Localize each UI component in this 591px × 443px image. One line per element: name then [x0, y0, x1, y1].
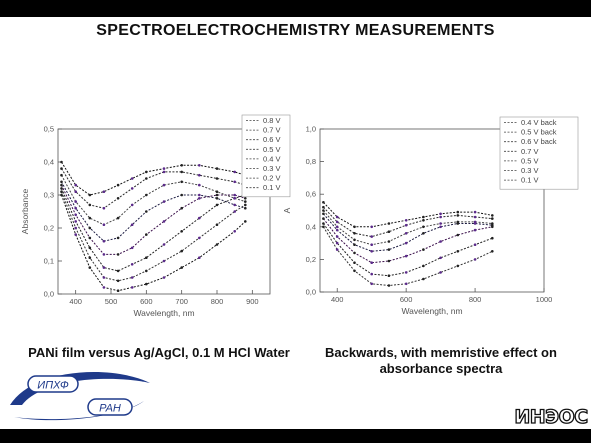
data-point — [233, 210, 236, 213]
data-point — [180, 266, 183, 269]
legend-label: 0.2 V — [263, 173, 281, 183]
x-axis-label: Wavelength, nm — [133, 308, 195, 318]
ipkhf-ran-logo — [4, 365, 154, 425]
legend-label: 0.8 V — [263, 116, 281, 125]
data-point — [180, 181, 183, 184]
legend — [500, 117, 578, 189]
data-point — [216, 194, 219, 197]
y-tick-label: 0,5 — [43, 124, 54, 134]
series-line — [62, 169, 246, 209]
data-point — [370, 273, 373, 276]
data-point — [74, 214, 77, 217]
data-point — [117, 289, 120, 292]
data-point — [198, 237, 201, 240]
data-point — [336, 221, 339, 224]
data-point — [145, 256, 148, 259]
data-point — [60, 190, 63, 193]
legend-label: 0.7 V — [521, 146, 539, 156]
x-tick-label: 600 — [399, 295, 413, 304]
data-point — [60, 167, 63, 170]
legend-label: 0.5 V — [263, 144, 281, 154]
data-point — [117, 217, 120, 220]
legend-label: 0.3 V — [263, 164, 281, 173]
data-point — [131, 247, 134, 250]
chart-absorbance-backward — [282, 108, 582, 340]
top-black-bar — [0, 0, 591, 17]
data-point — [103, 190, 106, 193]
data-point — [244, 204, 247, 207]
legend-label: 0.7 V — [263, 125, 281, 135]
y-axis-label: Absorbance — [20, 188, 30, 235]
data-point — [145, 233, 148, 236]
data-point — [491, 237, 494, 240]
data-point — [89, 217, 92, 220]
data-point — [422, 216, 425, 219]
data-point — [353, 270, 356, 273]
chart-absorbance-forward — [14, 108, 296, 340]
caption-right: Backwards, with memristive effect on absorbance spectra — [325, 345, 557, 376]
y-tick-label: 0,4 — [43, 157, 54, 167]
data-point — [145, 283, 148, 286]
data-point — [405, 283, 408, 286]
data-point — [336, 242, 339, 245]
data-point — [370, 235, 373, 238]
y-tick-label: 0,6 — [305, 189, 316, 199]
data-point — [74, 233, 77, 236]
data-point — [198, 194, 201, 197]
data-point — [353, 252, 356, 255]
data-point — [457, 222, 460, 225]
data-point — [457, 211, 460, 214]
data-point — [103, 286, 106, 289]
data-point — [60, 181, 63, 184]
data-point — [405, 219, 408, 222]
data-point — [198, 174, 201, 177]
data-point — [117, 184, 120, 187]
caption-left: PANi film versus Ag/AgCl, 0.1 M HCl Water — [28, 345, 290, 360]
legend-label: 0.6 V — [263, 135, 281, 145]
data-point — [74, 207, 77, 210]
data-point — [388, 240, 391, 243]
data-point — [370, 283, 373, 286]
data-point — [60, 194, 63, 197]
data-point — [244, 200, 247, 203]
logo-text-top: ИПХФ — [37, 379, 69, 392]
data-point — [74, 184, 77, 187]
data-point — [439, 216, 442, 219]
data-point — [439, 257, 442, 260]
data-point — [180, 194, 183, 197]
data-point — [370, 250, 373, 253]
legend-label: 0.1 V — [263, 183, 281, 193]
x-tick-label: 600 — [140, 297, 153, 306]
data-point — [370, 261, 373, 264]
data-point — [103, 207, 106, 210]
x-tick-label: 800 — [468, 295, 482, 304]
series-line — [323, 202, 492, 227]
x-tick-label: 900 — [246, 297, 259, 306]
data-point — [336, 229, 339, 232]
data-point — [74, 220, 77, 223]
data-point — [216, 197, 219, 200]
data-point — [198, 164, 201, 167]
x-tick-label: 1000 — [535, 295, 553, 304]
y-tick-label: 0,2 — [43, 223, 54, 233]
x-tick-label: 400 — [69, 297, 82, 306]
data-point — [233, 230, 236, 233]
data-point — [117, 280, 120, 283]
data-point — [405, 271, 408, 274]
data-point — [422, 219, 425, 222]
data-point — [233, 194, 236, 197]
data-point — [145, 177, 148, 180]
legend-label: 0.5 V back — [521, 127, 557, 137]
data-point — [474, 258, 477, 261]
data-point — [336, 226, 339, 229]
data-point — [216, 190, 219, 193]
data-point — [103, 240, 106, 243]
data-point — [388, 274, 391, 277]
data-point — [422, 278, 425, 281]
data-point — [405, 255, 408, 258]
data-point — [163, 220, 166, 223]
data-point — [216, 204, 219, 207]
y-tick-label: 0,4 — [305, 222, 316, 232]
data-point — [439, 240, 442, 243]
data-point — [131, 187, 134, 190]
data-point — [180, 207, 183, 210]
data-point — [353, 243, 356, 246]
data-point — [388, 284, 391, 287]
x-axis-label: Wavelength, nm — [401, 306, 463, 316]
data-point — [233, 197, 236, 200]
y-tick-label: 0,8 — [305, 157, 316, 167]
data-point — [439, 226, 442, 229]
data-point — [439, 271, 442, 274]
data-point — [103, 253, 106, 256]
data-point — [244, 220, 247, 223]
data-point — [405, 224, 408, 227]
y-tick-label: 0,0 — [305, 287, 316, 297]
data-point — [198, 217, 201, 220]
data-point — [180, 164, 183, 167]
data-point — [322, 217, 325, 220]
data-point — [131, 177, 134, 180]
data-point — [216, 243, 219, 246]
data-point — [163, 243, 166, 246]
data-point — [388, 222, 391, 225]
data-point — [491, 250, 494, 253]
data-point — [336, 235, 339, 238]
y-tick-label: 0,2 — [305, 254, 316, 264]
data-point — [180, 230, 183, 233]
data-point — [145, 171, 148, 174]
data-point — [163, 184, 166, 187]
data-point — [216, 167, 219, 170]
data-point — [388, 248, 391, 251]
data-point — [89, 204, 92, 207]
legend-label: 0.3 V — [521, 166, 539, 175]
series-line — [62, 195, 246, 291]
x-tick-label: 700 — [175, 297, 188, 306]
data-point — [244, 207, 247, 210]
data-point — [322, 209, 325, 212]
legend-label: 0.4 V back — [521, 118, 557, 127]
legend-label: 0.5 V — [521, 156, 539, 166]
x-tick-label: 500 — [104, 297, 118, 306]
data-point — [422, 265, 425, 268]
data-point — [457, 265, 460, 268]
data-point — [131, 204, 134, 207]
data-point — [117, 237, 120, 240]
data-point — [198, 256, 201, 259]
data-point — [388, 230, 391, 233]
data-point — [322, 226, 325, 229]
data-point — [131, 276, 134, 279]
data-point — [491, 226, 494, 229]
data-point — [370, 243, 373, 246]
logo-ineos-text: ИНЭОС — [514, 406, 588, 428]
data-point — [117, 253, 120, 256]
data-point — [322, 222, 325, 225]
data-point — [163, 276, 166, 279]
data-point — [89, 247, 92, 250]
data-point — [198, 184, 201, 187]
data-point — [89, 227, 92, 230]
data-point — [353, 226, 356, 229]
data-point — [322, 201, 325, 204]
y-tick-label: 1,0 — [305, 124, 316, 134]
data-point — [405, 232, 408, 235]
plot-frame — [58, 129, 270, 294]
data-point — [145, 194, 148, 197]
data-point — [457, 214, 460, 217]
data-point — [103, 276, 106, 279]
data-point — [131, 263, 134, 266]
data-point — [131, 223, 134, 226]
data-point — [74, 227, 77, 230]
data-point — [60, 161, 63, 164]
data-point — [474, 211, 477, 214]
legend-label: 0.6 V back — [521, 137, 557, 147]
bottom-black-bar — [0, 429, 591, 443]
data-point — [353, 261, 356, 264]
y-tick-label: 0,3 — [43, 190, 54, 200]
data-point — [216, 223, 219, 226]
data-point — [474, 216, 477, 219]
x-tick-label: 800 — [210, 297, 224, 306]
data-point — [422, 226, 425, 229]
slide-title: SPECTROELECTROCHEMISTRY MEASUREMENTS — [96, 22, 495, 39]
data-point — [89, 237, 92, 240]
data-point — [336, 216, 339, 219]
data-point — [180, 171, 183, 174]
data-point — [422, 232, 425, 235]
data-point — [89, 266, 92, 269]
x-tick-label: 400 — [330, 295, 344, 304]
data-point — [117, 270, 120, 273]
data-point — [233, 204, 236, 207]
data-point — [474, 243, 477, 246]
data-point — [60, 187, 63, 190]
data-point — [163, 167, 166, 170]
legend-label: 0.4 V — [263, 154, 281, 164]
data-point — [60, 174, 63, 177]
data-point — [439, 213, 442, 216]
data-point — [89, 194, 92, 197]
data-point — [244, 197, 247, 200]
data-point — [388, 260, 391, 263]
legend-label: 0.1 V — [521, 175, 539, 185]
data-point — [457, 250, 460, 253]
y-axis-label: A — [282, 207, 292, 214]
data-point — [405, 242, 408, 245]
data-point — [103, 223, 106, 226]
data-point — [491, 217, 494, 220]
data-point — [322, 213, 325, 216]
data-point — [145, 210, 148, 213]
data-point — [474, 222, 477, 225]
data-point — [163, 260, 166, 263]
data-point — [422, 248, 425, 251]
data-point — [74, 200, 77, 203]
data-point — [336, 248, 339, 251]
data-point — [322, 206, 325, 209]
data-point — [163, 200, 166, 203]
data-point — [370, 226, 373, 229]
data-point — [60, 184, 63, 187]
logo-text-bottom: РАН — [99, 402, 121, 415]
data-point — [353, 232, 356, 235]
data-point — [74, 190, 77, 193]
data-point — [198, 197, 201, 200]
series-line — [323, 224, 492, 276]
data-point — [131, 286, 134, 289]
data-point — [491, 214, 494, 217]
data-point — [145, 270, 148, 273]
y-tick-label: 0,0 — [43, 289, 54, 299]
y-tick-label: 0,1 — [43, 256, 54, 266]
data-point — [117, 197, 120, 200]
ineos-logo — [512, 402, 590, 428]
data-point — [216, 177, 219, 180]
data-point — [233, 171, 236, 174]
data-point — [439, 222, 442, 225]
data-point — [457, 234, 460, 237]
data-point — [89, 256, 92, 259]
data-point — [103, 266, 106, 269]
data-point — [353, 239, 356, 242]
data-point — [163, 171, 166, 174]
data-point — [233, 181, 236, 184]
data-point — [180, 250, 183, 253]
data-point — [474, 229, 477, 232]
